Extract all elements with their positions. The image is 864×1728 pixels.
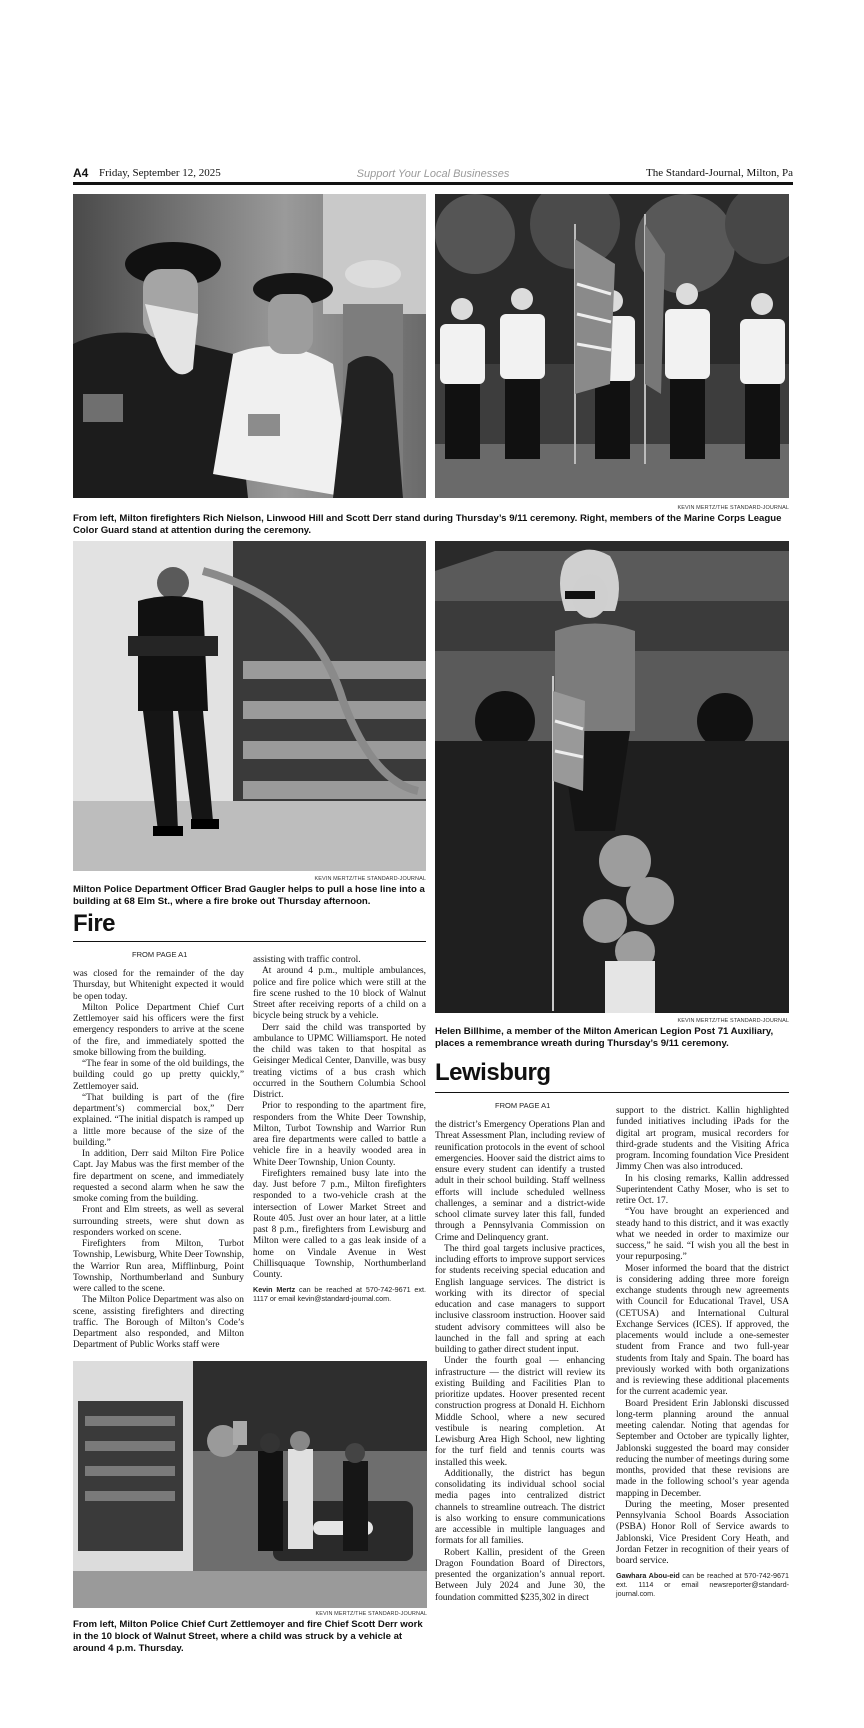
paragraph: the district’s Emergency Operations Plan and Threat Assessment Plan, including review of reunification protocols in the event of school emergencies. Hoover said the district aims to ensure every student can identify a trusted adult in their school building. Staff wellness efforts will include scheduled wellness challenges, a seminar and a district-wide school climate survey later this fall, funded through a Pennsylvania Commission on Crime and Delinquency grant. — [435, 1120, 605, 1243]
officer-hose-photo — [73, 541, 426, 871]
wreath-ceremony-photo — [435, 541, 789, 1013]
paragraph: Robert Kallin, president of the Green Dragon Foundation Board of Directors, presented the organization’s annual report. Between July 2024 and June 30, the foundation committed $235,302 in direct — [435, 1547, 605, 1603]
paragraph: Prior to responding to the apartment fire, responders from the White Deer Township, Milton, Turbot Township and Warrior Run area fire departments were called to battle a vehicle fire in a heavily wooded area in White Deer Township, Union County. — [253, 1101, 426, 1168]
color-guard-photo — [435, 194, 789, 498]
paragraph: At around 4 p.m., multiple ambulances, police and fire police which were still at the fire scene rushed to the 10 block of Walnut Street after receiving reports of a child on a bicycle being struck by a vehicle. — [253, 966, 426, 1022]
paragraph: Milton Police Department Chief Curt Zettlemoyer said his officers were the first emergency responders to arrive at the scene of the fire, and immediately spotted the smoke billowing from the building. — [73, 1002, 244, 1058]
paragraph: Under the fourth goal — enhancing infrastructure — the district will review its existing Building and Facilities Plan to prioritize updates. Hoover presented recent construction progress at Donald H. Eichhorn Middle School, where a new secured vestibule is nearing completion. At Lewisburg Area High School, new lighting for the turf field and tennis courts was installed this week. — [435, 1356, 605, 1468]
paragraph: Firefighters remained busy late into the day. Just before 7 p.m., Milton firefighters responded to a two-vehicle crash at the intersection of Lower Market Street and Route 405. Just over an hour later, at a little past 8 p.m., firefighters from Lewisburg and Milton were called to a gas leak inside of a home on Vindale Avenue in West Chillisquaque Township, Northumberland County. — [253, 1168, 426, 1280]
paragraph: assisting with traffic control. — [253, 955, 361, 965]
fire-column-1 — [73, 969, 244, 1352]
paragraph: “You have brought an experienced and steady hand to this district, and it was exactly what we needed in order to maximize our success,” he said. “I wish you all the best in your repurposing.” — [616, 1207, 789, 1263]
paragraph: In addition, Derr said Milton Fire Police Capt. Jay Mabus was the first member of the fire department on scene, and immediately requested a second alarm when he saw the smoke coming from the building. — [73, 1149, 244, 1204]
scene-photo-credit: KEVIN MERTZ/THE STANDARD-JOURNAL — [315, 1611, 427, 1617]
top-photo-credit: KEVIN MERTZ/THE STANDARD-JOURNAL — [677, 505, 789, 511]
header-tagline: Support Your Local Businesses — [356, 168, 510, 180]
paragraph: Derr said the child was transported by ambulance to UPMC Williamsport. He noted the child was taken to that hospital as Geisinger Medical Center, Danville, was busy treating victims of a bus crash which occurred in the Southern Columbia School District. — [253, 1022, 426, 1100]
officer-photo-credit: KEVIN MERTZ/THE STANDARD-JOURNAL — [314, 876, 426, 882]
paragraph: was closed for the remainder of the day Thursday, but Whitenight expected it would be open today. — [73, 969, 244, 1002]
fire-author-name: Kevin Mertz — [253, 1285, 296, 1295]
paragraph: The third goal targets inclusive practices, including efforts to improve support services for students receiving special education and English language services. The district is working with its director of special education and case managers to support inclusive classroom instruction. Hoover said student advisory committees will also be launched in the fall and spring at each building to gather direct student input. — [435, 1243, 605, 1355]
paragraph: In his closing remarks, Kallin addressed Superintendent Cathy Moser, who is set to retire Oct. 17. — [616, 1173, 789, 1206]
walnut-street-scene-photo — [73, 1361, 427, 1608]
scene-photo-caption: From left, Milton Police Chief Curt Zettlemoyer and fire Chief Scott Derr work in the 10 block of Walnut Street, where a child was struck by a vehicle at around 4 p.m. Thursday. — [73, 1619, 423, 1654]
fire-author-contact: can be reached at 570-742-9671 ext. 1117 or email kevin@standard-journal.com. — [253, 1285, 426, 1304]
header-rule — [73, 182, 793, 185]
fire-kicker-rule — [73, 941, 426, 942]
lewisburg-column-1 — [435, 1120, 605, 1604]
paragraph: During the meeting, Moser presented Pennsylvania School Boards Association (PSBA) Honor Roll of Service awards to Jablonski, Vice President Cory Heath, and Jordan Fetzer in recognition of their years of board service. — [616, 1499, 789, 1566]
firefighters-photo — [73, 194, 426, 498]
fire-column-2 — [253, 955, 426, 1303]
paragraph: Front and Elm streets, as well as several surrounding streets, were shut down as responders worked on scene. — [73, 1205, 244, 1238]
paragraph: support to the district. Kallin highlighted funded initiatives including iPads for the digital art program, musical recorders for third-grade students and the Visiting Africa program. Incoming foundation Vice President Jimmy Chen was also introduced. — [616, 1106, 789, 1173]
wreath-photo-credit: KEVIN MERTZ/THE STANDARD-JOURNAL — [677, 1018, 789, 1024]
wreath-photo-caption: Helen Billhime, a member of the Milton American Legion Post 71 Auxiliary, places a remembrance wreath during Thursday’s 9/11 ceremony. — [435, 1026, 774, 1049]
fire-signoff — [253, 1285, 426, 1303]
lewisburg-author-name: Gawhara Abou-eid — [616, 1571, 680, 1581]
paragraph: Firefighters from Milton, Turbot Township, Lewisburg, White Deer Township, the Warrior Run area, Mifflinburg, Point Township, Northumberland and Sunbury were called to the scene. — [73, 1239, 244, 1294]
page-number: A4 — [73, 166, 89, 180]
officer-photo-caption: Milton Police Department Officer Brad Gaugler helps to pull a hose line into a building at 68 Elm St., where a fire broke out Thursday afternoon. — [73, 884, 425, 907]
paragraph: Board President Erin Jablonski discussed long-term planning around the annual meeting calendar. Noting that agendas for September and October are typically lighter, Jablonski suggested the board may consider reducing the number of meetings during some months, provided that these revisions are made in the following school’s year agenda mapping in December. — [616, 1398, 789, 1499]
publication-name: The Standard-Journal, Milton, Pa — [646, 167, 793, 179]
paragraph: “That building is part of the (fire department’s) commercial box,” Derr explained. “The initial dispatch is ramped up a little more because of the size of the building.” — [73, 1092, 244, 1148]
lewisburg-author-contact: can be reached at 570-742-9671 ext. 1114 or email newsreporter@standard-journal.com. — [616, 1571, 789, 1599]
paragraph: Moser informed the board that the district is considering adding three more foreign exchange students through new agreements with Council for Educational Travel, USA (CETUSA) and International Cultural Exchange Services (ICES). If approved, the placements would include a one-semester student from France and two full-year students from Italy and Spain. The board has previously worked with both organizations and is reviewing these additional placements for the current academic year. — [616, 1263, 789, 1398]
lewisburg-column-2 — [616, 1106, 789, 1598]
lewisburg-kicker: Lewisburg — [435, 1059, 551, 1086]
fire-kicker: Fire — [73, 910, 116, 937]
top-photo-caption: From left, Milton firefighters Rich Nielson, Linwood Hill and Scott Derr stand during Thursday’s 9/11 ceremony. Right, members of the Marine Corps League Color Guard stand at attention during the ceremony. — [73, 513, 782, 536]
lewisburg-kicker-rule — [435, 1092, 789, 1093]
paragraph: The Milton Police Department was also on scene, assisting firefighters and directing traffic. The Borough of Milton’s Code’s Department also responded, and Milton Department of Public Works staff were — [73, 1295, 244, 1351]
fire-jump-line: FROM PAGE A1 — [132, 950, 188, 959]
paragraph: “The fear in some of the old buildings, the building could go up pretty quickly,” Zettlemoyer said. — [73, 1059, 244, 1092]
lewisburg-signoff — [616, 1571, 789, 1598]
paragraph: Additionally, the district has begun consolidating its individual school social media pages into centralized district channels to streamline outreach. The district is also working to ensure communications are accessible in multiple languages and formats for all families. — [435, 1468, 605, 1547]
issue-date: Friday, September 12, 2025 — [99, 167, 221, 179]
lewisburg-jump-line: FROM PAGE A1 — [495, 1101, 551, 1110]
